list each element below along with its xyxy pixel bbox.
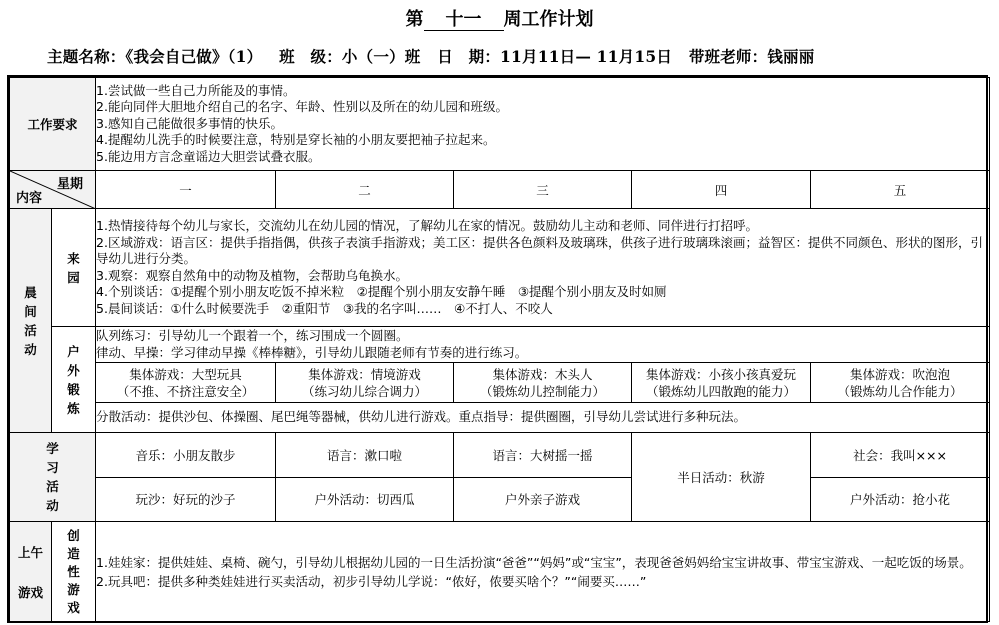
scatter-activity: 分散活动：提供沙包、体操圈、尾巴绳等器械，供幼儿进行游戏。重点指导：提供圈圈，引导幼儿尝试进行多种玩法。 <box>96 403 990 433</box>
arrival-item: 4.个别谈话：①提醒个别小朋友吃饭不掉米粒 ②提醒个别小朋友安静午睡 ③提醒个别小朋友及时如厕 <box>96 284 667 299</box>
arrival-label: 来园 <box>52 209 96 327</box>
page-title <box>0 5 999 31</box>
am-games-content <box>96 522 990 622</box>
teacher-label: 带班老师： <box>688 47 768 66</box>
date-label: 日 期： <box>437 47 501 66</box>
morning-activity-label: 晨间活动 <box>10 209 52 433</box>
requirement-item: 1.尝试做一些自己力所能及的事情。 <box>96 82 296 98</box>
study-row-2 <box>10 478 990 522</box>
class-value: 小（一）班 <box>341 47 421 66</box>
am-games-row <box>10 522 990 622</box>
study-row-1 <box>10 433 990 478</box>
week-number: 十一 <box>424 10 504 31</box>
study-tue-1: 语言：漱口啦 <box>276 433 454 478</box>
weekday-label: 星期 <box>57 177 84 192</box>
requirement-item: 2.能向同伴大胆地介绍自己的名字、年龄、性别以及所在的幼儿园和班级。 <box>96 99 508 115</box>
title-prefix: 第 <box>405 9 424 30</box>
weekday-header-row <box>10 171 990 209</box>
outdoor-exercise-label: 户外锻炼 <box>52 327 96 433</box>
outdoor-game-thu: 集体游戏：小孩小孩真爱玩 （锻炼幼儿四散跑的能力） <box>632 363 811 403</box>
teacher-value: 钱丽丽 <box>767 47 815 66</box>
day-header-wed: 三 <box>454 171 632 209</box>
day-header-fri: 五 <box>811 171 990 209</box>
class-label: 班 级： <box>279 47 342 66</box>
date-value: 11月11日— 11月15日 <box>500 47 673 66</box>
creative-game-label: 创造性游戏 <box>52 522 96 622</box>
arrival-item: 1.热情接待每个幼儿与家长，交流幼儿在幼儿园的情况，了解幼儿在家的情况。鼓励幼儿主动和老师、同伴进行打招呼。 <box>96 218 758 233</box>
requirements-row <box>10 78 990 171</box>
arrival-item: 2.区域游戏：语言区：提供手指指偶，供孩子表演手指游戏；美工区：提供各色颜料及玻璃珠，供孩子进行玻璃珠滚画；益智区：提供不同颜色、形状的图形，引导幼儿进行分类。 <box>96 234 983 266</box>
outdoor-drill-content <box>96 327 990 363</box>
day-header-mon: 一 <box>96 171 276 209</box>
theme-value: 《我会自己做》（1） <box>125 47 263 66</box>
requirement-item: 5.能边用方言念童谣边大胆尝试叠衣服。 <box>96 148 321 164</box>
header-corner-cell <box>10 171 96 209</box>
am-game-item: 2.玩具吧：提供多种类娃娃进行买卖活动，初步引导幼儿学说：“侬好，侬要买啥个？”“闹要买……” <box>96 573 647 589</box>
study-mon-2: 玩沙：好玩的沙子 <box>96 478 276 522</box>
day-header-tue: 二 <box>276 171 454 209</box>
outdoor-game-tue: 集体游戏：情境游戏 （练习幼儿综合调力） <box>276 363 454 403</box>
outdoor-game-wed: 集体游戏：木头人 （锻炼幼儿控制能力） <box>454 363 632 403</box>
plan-meta <box>47 45 814 67</box>
morning-arrival-row <box>10 209 990 327</box>
arrival-content <box>96 209 990 327</box>
outdoor-game-fri: 集体游戏：吹泡泡 （锻炼幼儿合作能力） <box>811 363 990 403</box>
outdoor-drill-row <box>10 327 990 363</box>
outdoor-drill-item: 队列练习：引导幼儿一个跟着一个，练习围成一个圆圈。 <box>96 328 409 343</box>
outdoor-games-row <box>10 363 990 403</box>
requirements-label: 工作要求 <box>10 78 96 171</box>
study-tue-2: 户外活动：切西瓜 <box>276 478 454 522</box>
title-suffix: 周工作计划 <box>503 9 594 30</box>
study-fri-1: 社会：我叫××× <box>811 433 990 478</box>
study-activity-label: 学习活动 <box>10 433 96 522</box>
study-fri-2: 户外活动：抢小花 <box>811 478 990 522</box>
arrival-item: 3.观察：观察自然角中的动物及植物，会帮助乌龟换水。 <box>96 267 408 283</box>
requirements-list <box>96 78 990 171</box>
am-games-label: 上午 游戏 <box>10 522 52 622</box>
arrival-item: 5.晨间谈话：①什么时候要洗手 ②重阳节 ③我的名字叫…… ④不打人、不咬人 <box>96 300 553 316</box>
outdoor-drill-item: 律动、早操：学习律动早操《棒棒糖》，引导幼儿跟随老师有节奏的进行练习。 <box>96 344 528 360</box>
day-header-thu: 四 <box>632 171 811 209</box>
theme-label: 主题名称： <box>47 47 126 66</box>
study-wed-2: 户外亲子游戏 <box>454 478 632 522</box>
half-day-activity: 半日活动：秋游 <box>632 433 811 522</box>
requirement-item: 3.感知自己能做很多事情的快乐。 <box>96 115 283 131</box>
outdoor-game-mon: 集体游戏：大型玩具 （不推、不挤注意安全） <box>96 363 276 403</box>
content-label: 内容 <box>16 191 43 206</box>
study-wed-1: 语言：大树摇一摇 <box>454 433 632 478</box>
scatter-activity-row <box>10 403 990 433</box>
am-game-item: 1.娃娃家：提供娃娃、桌椅、碗勺，引导幼儿根据幼儿园的一日生活扮演“爸爸”“妈妈”或“宝宝”，表现爸爸妈妈给宝宝讲故事、带宝宝游戏、一起吃饭的场景。 <box>96 554 972 570</box>
weekly-plan-table <box>9 77 990 622</box>
requirement-item: 4.提醒幼儿洗手的时候要注意，特别是穿长袖的小朋友要把袖子拉起来。 <box>96 132 496 148</box>
study-mon-1: 音乐：小朋友散步 <box>96 433 276 478</box>
